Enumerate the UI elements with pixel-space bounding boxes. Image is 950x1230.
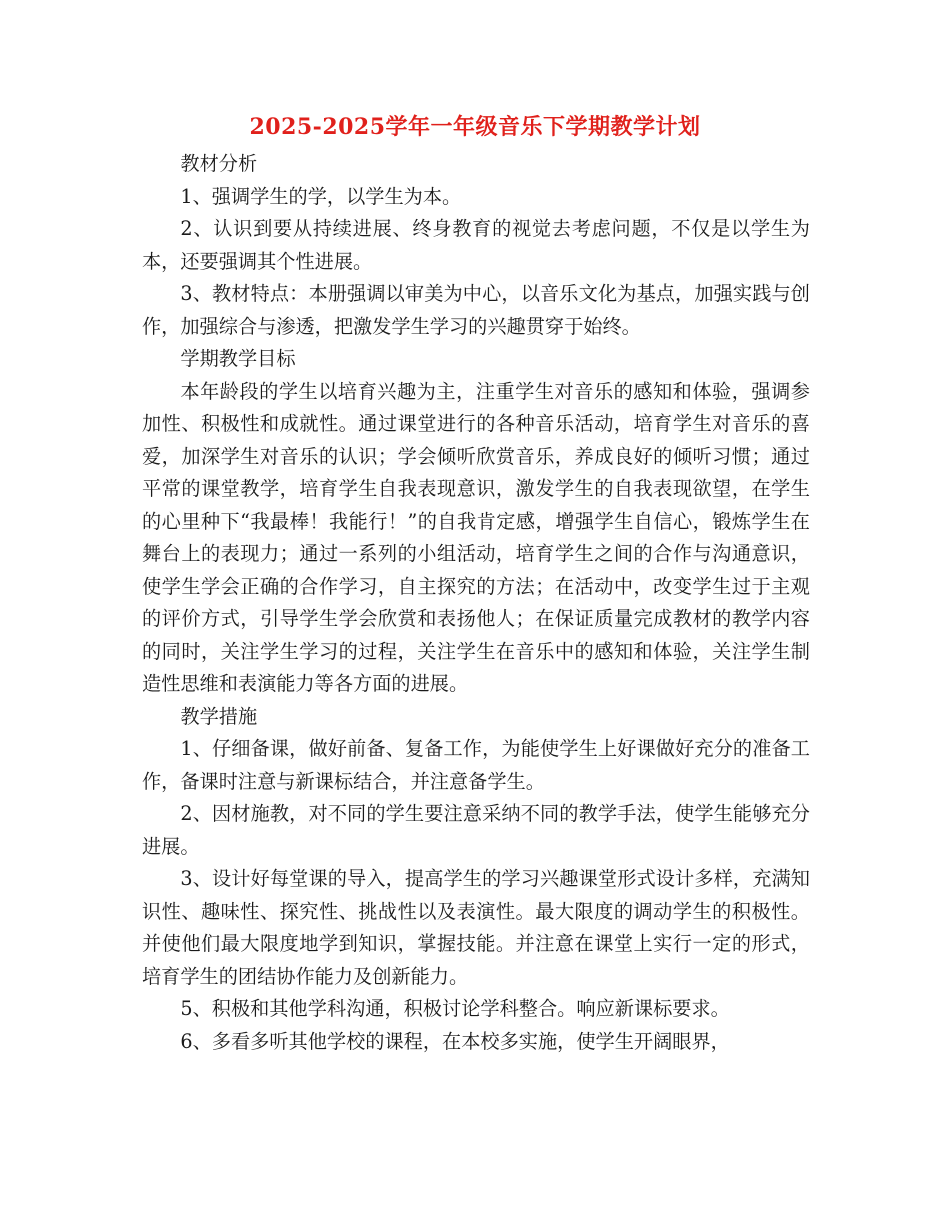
paragraph: 1、仔细备课，做好前备、复备工作，为能使学生上好课做好充分的准备工作，备课时注意与新课标结合，并注意备学生。 bbox=[142, 737, 810, 793]
paragraph: 3、设计好每堂课的导入，提高学生的学习兴趣课堂形式设计多样，充满知识性、趣味性、探究性、挑战性以及表演性。最大限度的调动学生的积极性。并使他们最大限度地学到知识，掌握技能。并注意在课堂上实行一定的形式，培育学生的团结协作能力及创新能力。 bbox=[142, 867, 810, 988]
section-heading-textbook-analysis: 教材分析 bbox=[180, 152, 258, 175]
paragraph: 1、强调学生的学，以学生为本。 bbox=[180, 184, 462, 208]
paragraph: 3、教材特点：本册强调以审美为中心，以音乐文化为基点，加强实践与创作，加强综合与渗透，把激发学生学习的兴趣贯穿于始终。 bbox=[142, 282, 810, 338]
paragraph: 5、积极和其他学科沟通，积极讨论学科整合。响应新课标要求。 bbox=[180, 997, 730, 1020]
paragraph: 6、多看多听其他学校的课程，在本校多实施，使学生开阔眼界， bbox=[180, 1029, 730, 1053]
document-title: 2025-2025学年一年级音乐下学期教学计划 bbox=[249, 114, 701, 140]
section-heading-teaching-measures: 教学措施 bbox=[180, 704, 258, 728]
document-body bbox=[142, 148, 810, 1058]
paragraph: 本年龄段的学生以培育兴趣为主，注重学生对音乐的感知和体验，强调参加性、积极性和成就性。通过课堂进行的各种音乐活动，培育学生对音乐的喜爱，加深学生对音乐的认识；学会倾听欣赏音乐，养成良好的倾听习惯；通过平常的课堂教学，培育学生自我表现意识，激发学生的自我表现欲望，在学生的心里种下“我最棒！我能行！”的自我肯定感，增强学生自信心，锻炼学生在舞台上的表现力；通过一系列的小组活动，培育学生之间的合作与沟通意识，使学生学会正确的合作学习，自主探究的方法；在活动中，改变学生过于主观的评价方式，引导学生学会欣赏和表扬他人；在保证质量完成教材的教学内容的同时，关注学生学习的过程，关注学生在音乐中的感知和体验，关注学生制造性思维和表演能力等各方面的进展。 bbox=[142, 379, 810, 695]
section-heading-teaching-goals: 学期教学目标 bbox=[180, 347, 296, 370]
paragraph: 2、认识到要从持续进展、终身教育的视觉去考虑问题，不仅是以学生为本，还要强调其个性进展。 bbox=[142, 217, 810, 273]
paragraph: 2、因材施教，对不同的学生要注意采纳不同的教学手法，使学生能够充分进展。 bbox=[142, 802, 810, 858]
